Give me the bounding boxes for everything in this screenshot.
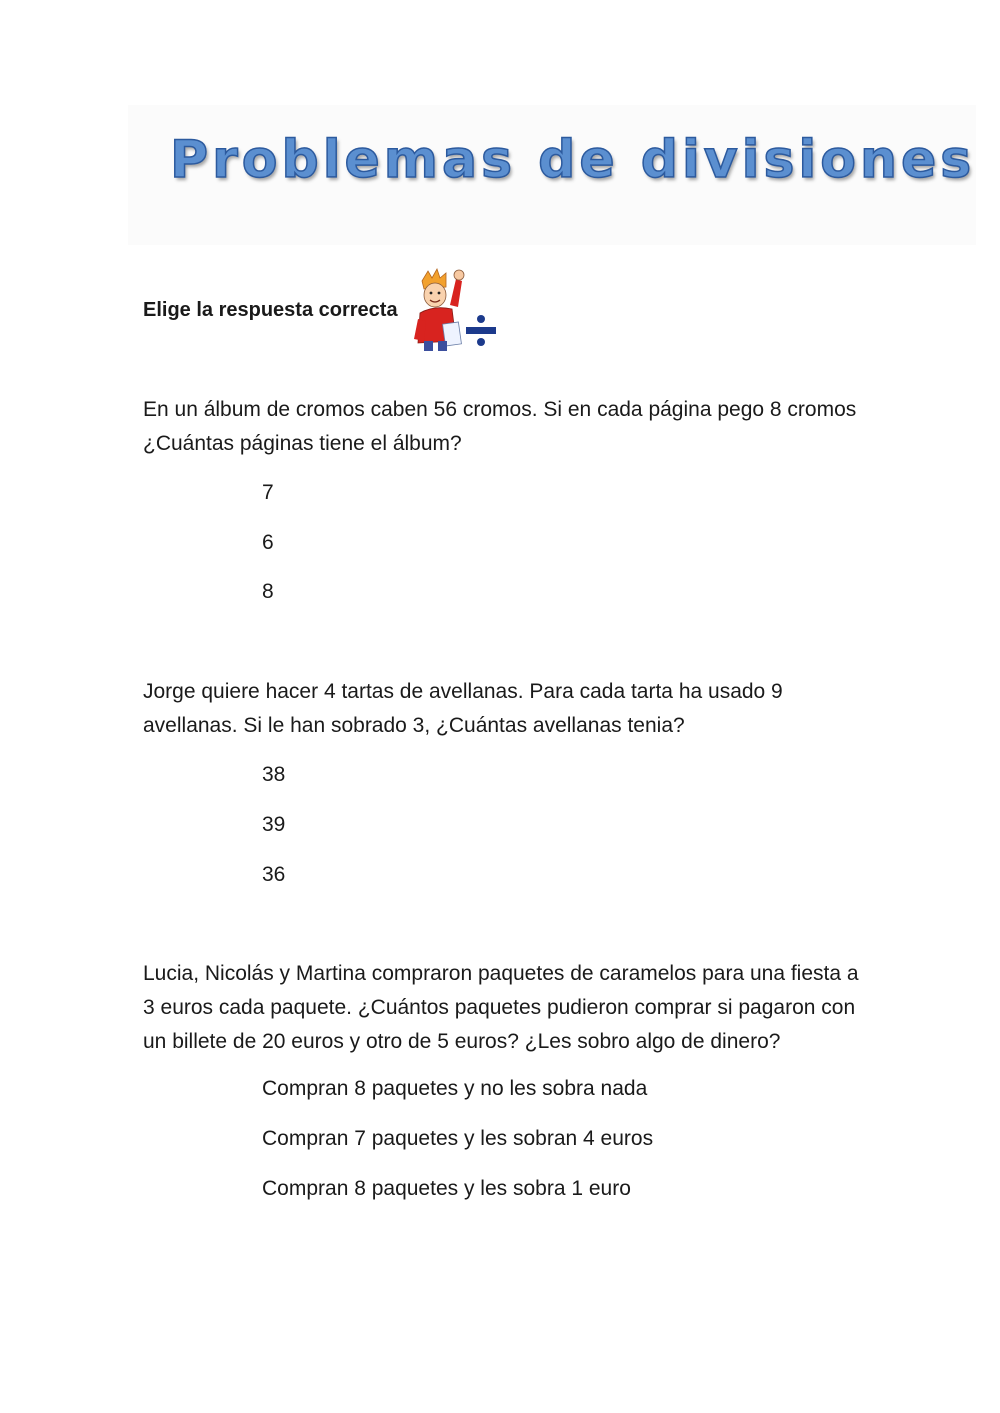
question-2: Jorge quiere hacer 4 tartas de avellanas. Para cada tarta ha usado 9 avellanas. Si le han sobrado 3, ¿Cuántas avellanas tenia? (143, 680, 783, 737)
question-1: En un álbum de cromos caben 56 cromos. Si en cada página pego 8 cromos ¿Cuántas páginas tiene el álbum? (143, 398, 857, 455)
question-3-option-1[interactable]: Compran 8 paquetes y no les sobra nada (262, 1077, 648, 1100)
question-2-option-1[interactable]: 38 (262, 763, 286, 786)
question-1-option-3[interactable]: 8 (262, 580, 274, 603)
question-2-option-3[interactable]: 36 (262, 863, 286, 886)
division-sign-icon (464, 313, 498, 347)
question-3-option-3[interactable]: Compran 8 paquetes y les sobra 1 euro (262, 1177, 631, 1200)
question-1-option-2[interactable]: 6 (262, 531, 274, 554)
question-2-option-2[interactable]: 39 (262, 813, 286, 836)
instruction-text: Elige la respuesta correcta (143, 299, 398, 321)
question-3: Lucia, Nicolás y Martina compraron paquetes de caramelos para una fiesta a 3 euros cada paquete. ¿Cuántos paquetes pudieron comprar si pagaron con un billete de 20 euros y otro de 5 euros? ¿Les sobro algo de dinero? (143, 962, 859, 1053)
question-3-option-2[interactable]: Compran 7 paquetes y les sobran 4 euros (262, 1127, 654, 1150)
question-1-option-1[interactable]: 7 (262, 481, 274, 504)
page-title: Problemas de divisiones (170, 130, 976, 190)
